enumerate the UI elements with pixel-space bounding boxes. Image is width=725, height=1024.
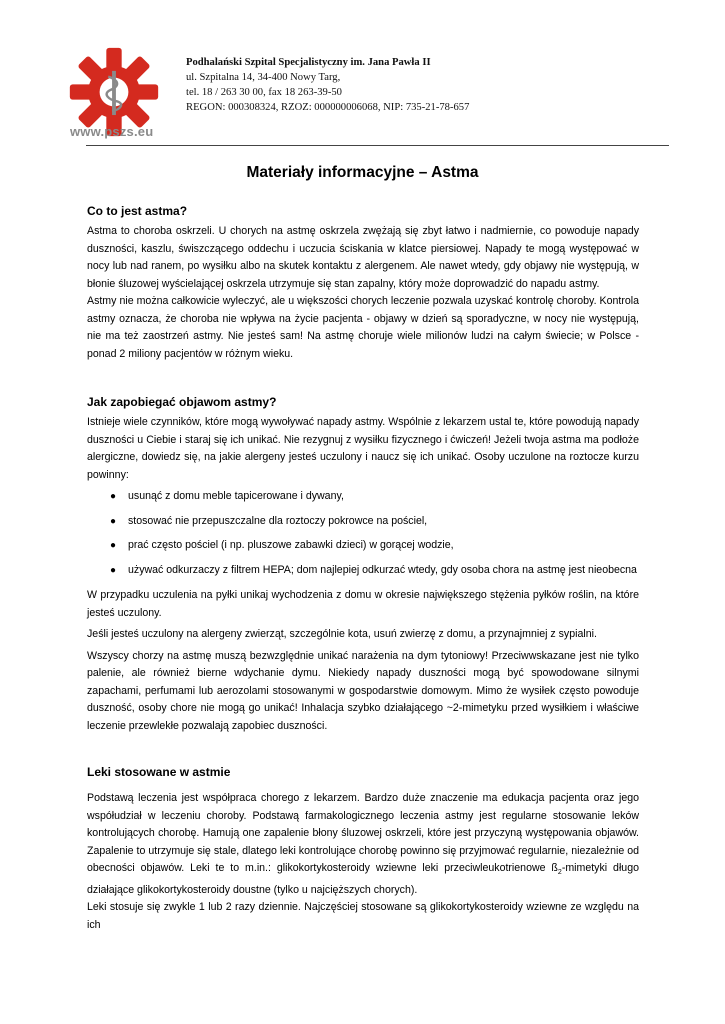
section-heading: Jak zapobiegać objawom astmy?	[87, 395, 277, 409]
header-block	[186, 55, 469, 115]
bullet-icon: ●	[110, 540, 117, 551]
paragraph: Istnieje wiele czynników, które mogą wywoływać napady astmy. Wspólnie z lekarzem ustal te, które powodują napady duszności u Ciebie i staraj się ich unikać. Nie rezygnuj z wysiłku fizycznego i ćwiczeń! Jeżeli twoja astma ma podłoże alergiczne, dowiedz się, na jakie alergeny jesteś uczulony i naucz się ich unikać. Osoby uczulone na roztocze kurzu powinny:	[87, 416, 639, 481]
section-medications	[87, 765, 639, 934]
document-body	[87, 204, 639, 934]
list-item: ● usunąć z domu meble tapicerowane i dywany,	[87, 489, 639, 505]
paragraph: Leki stosuje się zwykle 1 lub 2 razy dziennie. Najczęściej stosowane są glikokortykosteroidy wziewne ze względu na ich	[87, 901, 639, 931]
document-title: Materiały informacyjne – Astma	[246, 164, 479, 181]
organization-name: Podhalański Szpital Specjalistyczny im. Jana Pawła II	[186, 57, 431, 68]
paragraph: Astma to choroba oskrzeli. U chorych na astmę oskrzela zwężają się zbyt łatwo i nadmiernie, co powoduje napady duszności, kaszlu, świszczącego oddechu i uczucia ściskania w klatce piersiowej. Napady te mogą występować w nocy lub nad ranem, po wysiłku albo na skutek kontaktu z alergenem. Ale nawet wtedy, gdy objawy nie występują, w błonie śluzowej wyścielającej oskrzela utrzymuje się stan zapalny, który może doprowadzić do napadu astmy.	[87, 225, 639, 290]
bullet-icon: ●	[110, 564, 117, 576]
bullet-icon: ●	[110, 491, 117, 502]
paragraph: Wszyscy chorzy na astmę muszą bezwzględnie unikać narażenia na dym tytoniowy! Przeciwwskazane jest nie tylko palenie, ale również bierne wdychanie dymu. Niekiedy napady duszności mogą być spowodowane silnymi zapachami, perfumami lub aerozolami stosowanymi w gospodarstwie domowym. Mimo że wysiłek często powoduje duszność, osoby chore nie mogą go unikać! Inhalacja szybko działającego ~2-mimetyku przed wysiłkiem i właściwe leczenie przewlekłe pozwalają zapobiec duszności.	[87, 649, 639, 732]
paragraph: Jeśli jesteś uczulony na alergeny zwierząt, szczególnie kota, usuń zwierzę z domu, a przynajmniej z sypialni.	[87, 628, 597, 640]
paragraph: Astmy nie można całkowicie wyleczyć, ale u większości chorych leczenie pozwala uzyskać kontrolę choroby. Kontrola astmy oznacza, że choroba nie wpływa na życie pacjenta - objawy w dzień są sporadyczne, w nocy nie występują, nie ma też zaostrzeń astmy. Nie jesteś sam! Na astmę choruje wiele milionów ludzi na całym świecie; w Polsce - ponad 2 miliony pacjentów w różnym wieku.	[87, 295, 639, 360]
list-item: ● prać często pościel (i np. pluszowe zabawki dzieci) w gorącej wodzie,	[87, 538, 639, 554]
organization-address: ul. Szpitalna 14, 34-400 Nowy Targ,	[186, 72, 341, 83]
section-what-is-asthma	[87, 204, 639, 363]
section-heading: Co to jest astma?	[87, 204, 188, 218]
organization-registry: REGON: 000308324, RZOZ: 000000006068, NIP: 735-21-78-657	[186, 102, 470, 113]
section-prevention	[87, 395, 639, 735]
bullet-list	[87, 489, 639, 578]
list-item: ● stosować nie przepuszczalne dla roztoczy pokrowce na pościel,	[87, 514, 639, 530]
bullet-icon: ●	[110, 515, 117, 527]
paragraph: Podstawą leczenia jest współpraca chorego z lekarzem. Bardzo duże znaczenie ma edukacja pacjenta oraz jego współudział w leczeniu choroby. Podstawą farmakologicznego leczenia astmy jest regularne stosowanie leków kontrolujących chorobę. Hamują one zapalenie błony śluzowej oskrzeli, które jest przyczyną występowania objawów. Zapalenie to utrzymuje się stale, dlatego leki kontrolujące chorobę powinno się przyjmować regularnie, niezależnie od obecności objawów. Leki te to m.in.: glikokortykosteroidy wziewne leki przeciwleukotrienowe $ß_2$-mimetyki długo działające glikokortykosteroidy doustne (tylko u najcięższych chorych).	[87, 792, 639, 896]
section-heading: Leki stosowane w astmie	[87, 765, 231, 779]
paragraph: W przypadku uczulenia na pyłki unikaj wychodzenia z domu w okresie największego stężenia pyłków roślin, na które jesteś uczulony.	[87, 589, 639, 619]
header-divider	[86, 145, 669, 146]
organization-phone: tel. 18 / 263 30 00, fax 18 263-39-50	[186, 87, 342, 98]
list-item: ● używać odkurzaczy z filtrem HEPA; dom najlepiej odkurzać wtedy, gdy osoba chora na astmę jest nieobecna	[87, 563, 639, 579]
logo-url: www.pszs.eu	[70, 124, 154, 139]
